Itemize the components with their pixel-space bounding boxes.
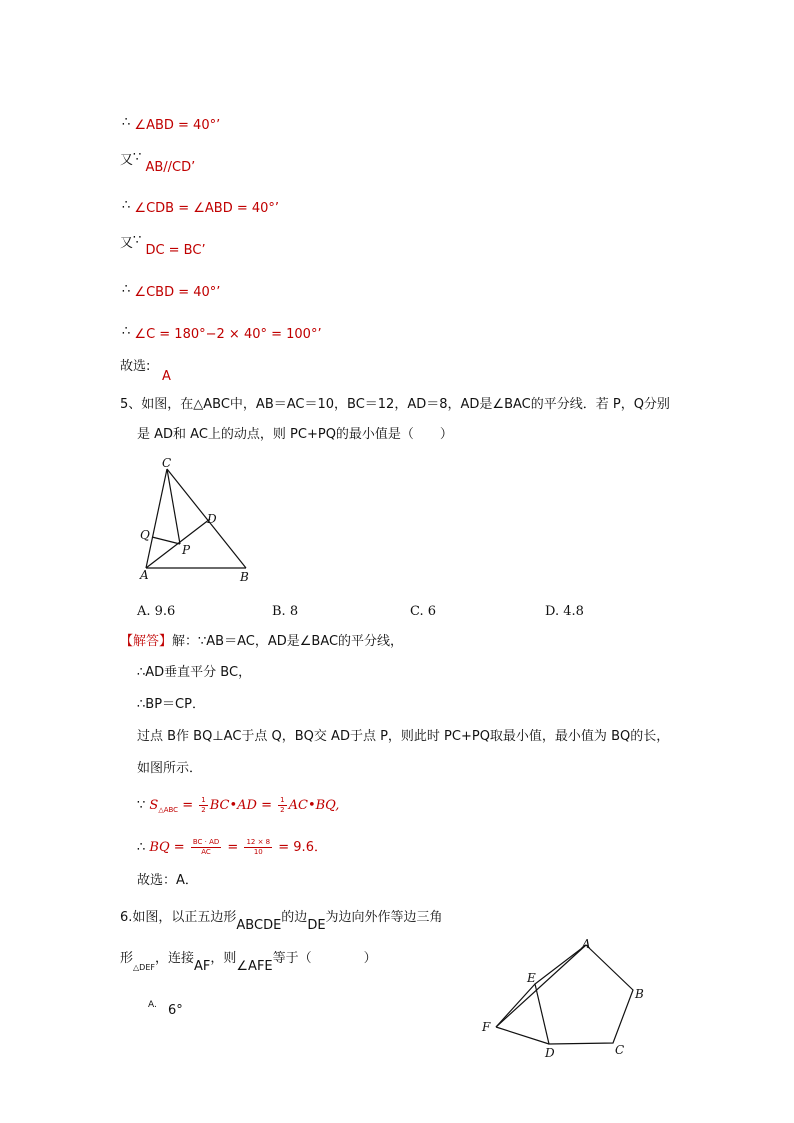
solution-line-2: 又∵ AB//CD’ <box>120 150 196 175</box>
label-b: B <box>635 987 644 1001</box>
label-a: A <box>140 568 149 582</box>
q5-option-b[interactable]: B. 8 <box>272 604 299 619</box>
q5-solution-line-5: 如图所示． <box>137 761 203 776</box>
label-p: P <box>182 543 191 557</box>
solution-answer: A <box>162 369 171 384</box>
q5-stem-line-2: 是 AD和 AC上的动点，则 PC+PQ的最小值是（ ） <box>137 427 453 442</box>
q6-stem-line-2: 形$_{\triangle DEF}$，连接AF，则∠AFE等于（ ） <box>120 951 377 974</box>
segment-cp <box>167 469 180 544</box>
label-c: C <box>615 1043 625 1057</box>
solution-line-5: ∴ ∠CBD = 40°’ <box>122 282 221 300</box>
segment-ef <box>496 984 535 1027</box>
label-a: A <box>582 937 591 951</box>
label-e: E <box>527 971 536 985</box>
q5-option-c[interactable]: C. 6 <box>410 604 437 619</box>
fraction-half-1: $\frac{1}{2}$ <box>201 796 206 814</box>
label-d: D <box>545 1046 555 1060</box>
label-d: D <box>207 512 217 526</box>
q5-triangle-figure <box>134 452 264 588</box>
segment-af <box>496 945 586 1027</box>
q5-solution-line-3: ∴BP＝CP． <box>137 697 205 712</box>
segment-ca <box>146 469 167 568</box>
q5-solution-line-7: ∴ BQ = $\frac{BC \cdot AD}{AC}$ = $\frac{12 \times 8}{10}$ = 9.6． <box>137 838 327 856</box>
q6-pentagon-figure <box>478 932 658 1062</box>
segment-qp <box>152 537 180 544</box>
q5-solution-line-2: ∴AD垂直平分 BC， <box>137 665 252 680</box>
label-b: B <box>240 570 249 584</box>
q6-option-a-label[interactable]: A. <box>148 1000 157 1010</box>
solution-line-6: ∴ ∠C = 180°−2 × 40° = 100°’ <box>122 324 322 342</box>
q5-stem-line-1: 5、如图，在△ABC中，AB＝AC＝10，BC＝12，AD＝8，AD是∠BAC的平分线．若 P，Q分别 <box>120 397 670 412</box>
solution-line-3: ∴ ∠CDB = ∠ABD = 40°’ <box>122 198 280 216</box>
q5-solution-line-4: 过点 B作 BQ⊥AC于点 Q，BQ交 AD于点 P，则此时 PC+PQ取最小值，最小值为 BQ的长， <box>137 729 670 744</box>
q6-stem-line-1: 6.如图，以正五边形ABCDE的边DE为边向外作等边三角 <box>120 910 443 933</box>
q5-solution-line-1: 【解答】解：∵AB＝AC，AD是∠BAC的平分线， <box>120 634 404 649</box>
q5-solution-line-8: 故选：A． <box>137 873 198 888</box>
q5-option-a[interactable]: A. 9.6 <box>137 604 176 619</box>
fraction-bc-ad-over-ac: $\frac{BC \cdot AD}{AC}$ <box>192 838 220 856</box>
fraction-half-2: $\frac{1}{2}$ <box>280 796 285 814</box>
label-q: Q <box>140 528 150 542</box>
solution-line-4: 又∵ DC = BC’ <box>120 233 206 258</box>
solution-line-1: ∴ ∠ABD = 40°’ <box>122 115 221 133</box>
label-c: C <box>162 456 172 470</box>
q6-option-a-value[interactable]: 6° <box>168 1003 183 1018</box>
segment-fd <box>496 1027 549 1044</box>
pentagon-abcde <box>535 945 633 1044</box>
q5-option-d[interactable]: D. 4.8 <box>545 604 584 619</box>
label-f: F <box>482 1020 491 1034</box>
fraction-12x8-over-10: $\frac{12 \times 8}{10}$ <box>246 838 271 856</box>
solution-line-7: 故选: <box>120 359 151 374</box>
q5-solution-line-6: ∵ $S_{\triangle ABC}$ = $\frac{1}{2}$ BC•AD = $\frac{1}{2}$ AC•BQ, <box>137 796 340 814</box>
